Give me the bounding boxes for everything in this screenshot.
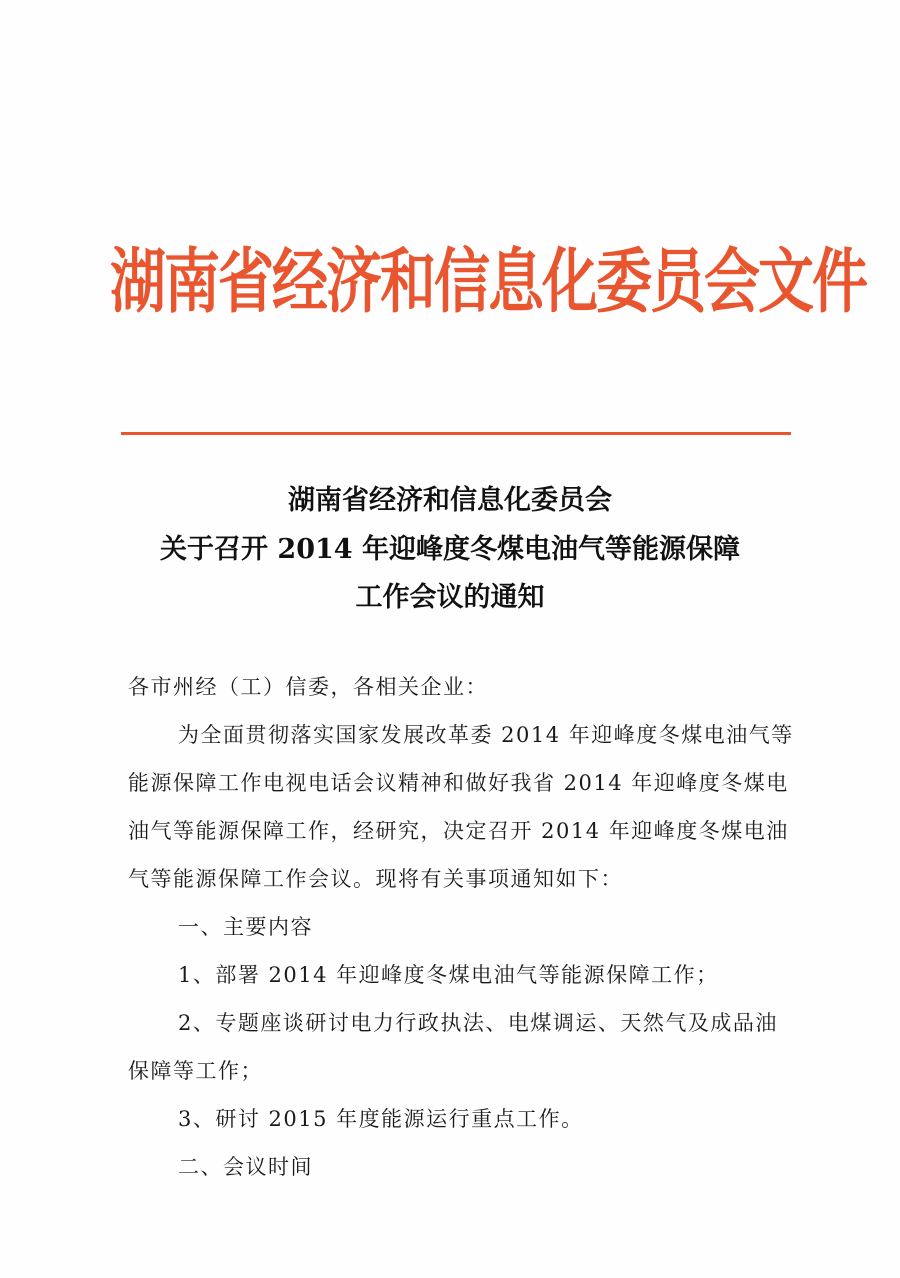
list-item-1: 1、部署 2014 年迎峰度冬煤电油气等能源保障工作；	[178, 963, 719, 987]
document-title-line-2: 关于召开 2014 年迎峰度冬煤电油气等能源保障	[160, 534, 740, 565]
section-1-heading: 一、主要内容	[178, 915, 313, 939]
salutation: 各市州经（工）信委，各相关企业：	[128, 675, 488, 699]
list-item-3: 3、研讨 2015 年度能源运行重点工作。	[178, 1107, 584, 1131]
letterhead-red-rule	[121, 432, 791, 435]
paragraph-1-line-2: 能源保障工作电视电话会议精神和做好我省 2014 年迎峰度冬煤电	[128, 771, 789, 795]
document-title-line-3: 工作会议的通知	[355, 582, 545, 613]
paragraph-1-line-1: 为全面贯彻落实国家发展改革委 2014 年迎峰度冬煤电油气等	[178, 723, 794, 747]
paragraph-1-line-3: 油气等能源保障工作，经研究，决定召开 2014 年迎峰度冬煤电油	[128, 819, 789, 843]
paragraph-1-line-4: 气等能源保障工作会议。现将有关事项通知如下：	[128, 867, 623, 891]
document-title-line-1: 湖南省经济和信息化委员会	[288, 485, 612, 516]
list-item-2-line-2: 保障等工作；	[128, 1059, 263, 1083]
section-2-heading: 二、会议时间	[178, 1155, 313, 1179]
list-item-2-line-1: 2、专题座谈研讨电力行政执法、电煤调运、天然气及成品油	[178, 1011, 778, 1035]
letterhead-title: 湖南省经济和信息化委员会文件	[110, 241, 866, 323]
